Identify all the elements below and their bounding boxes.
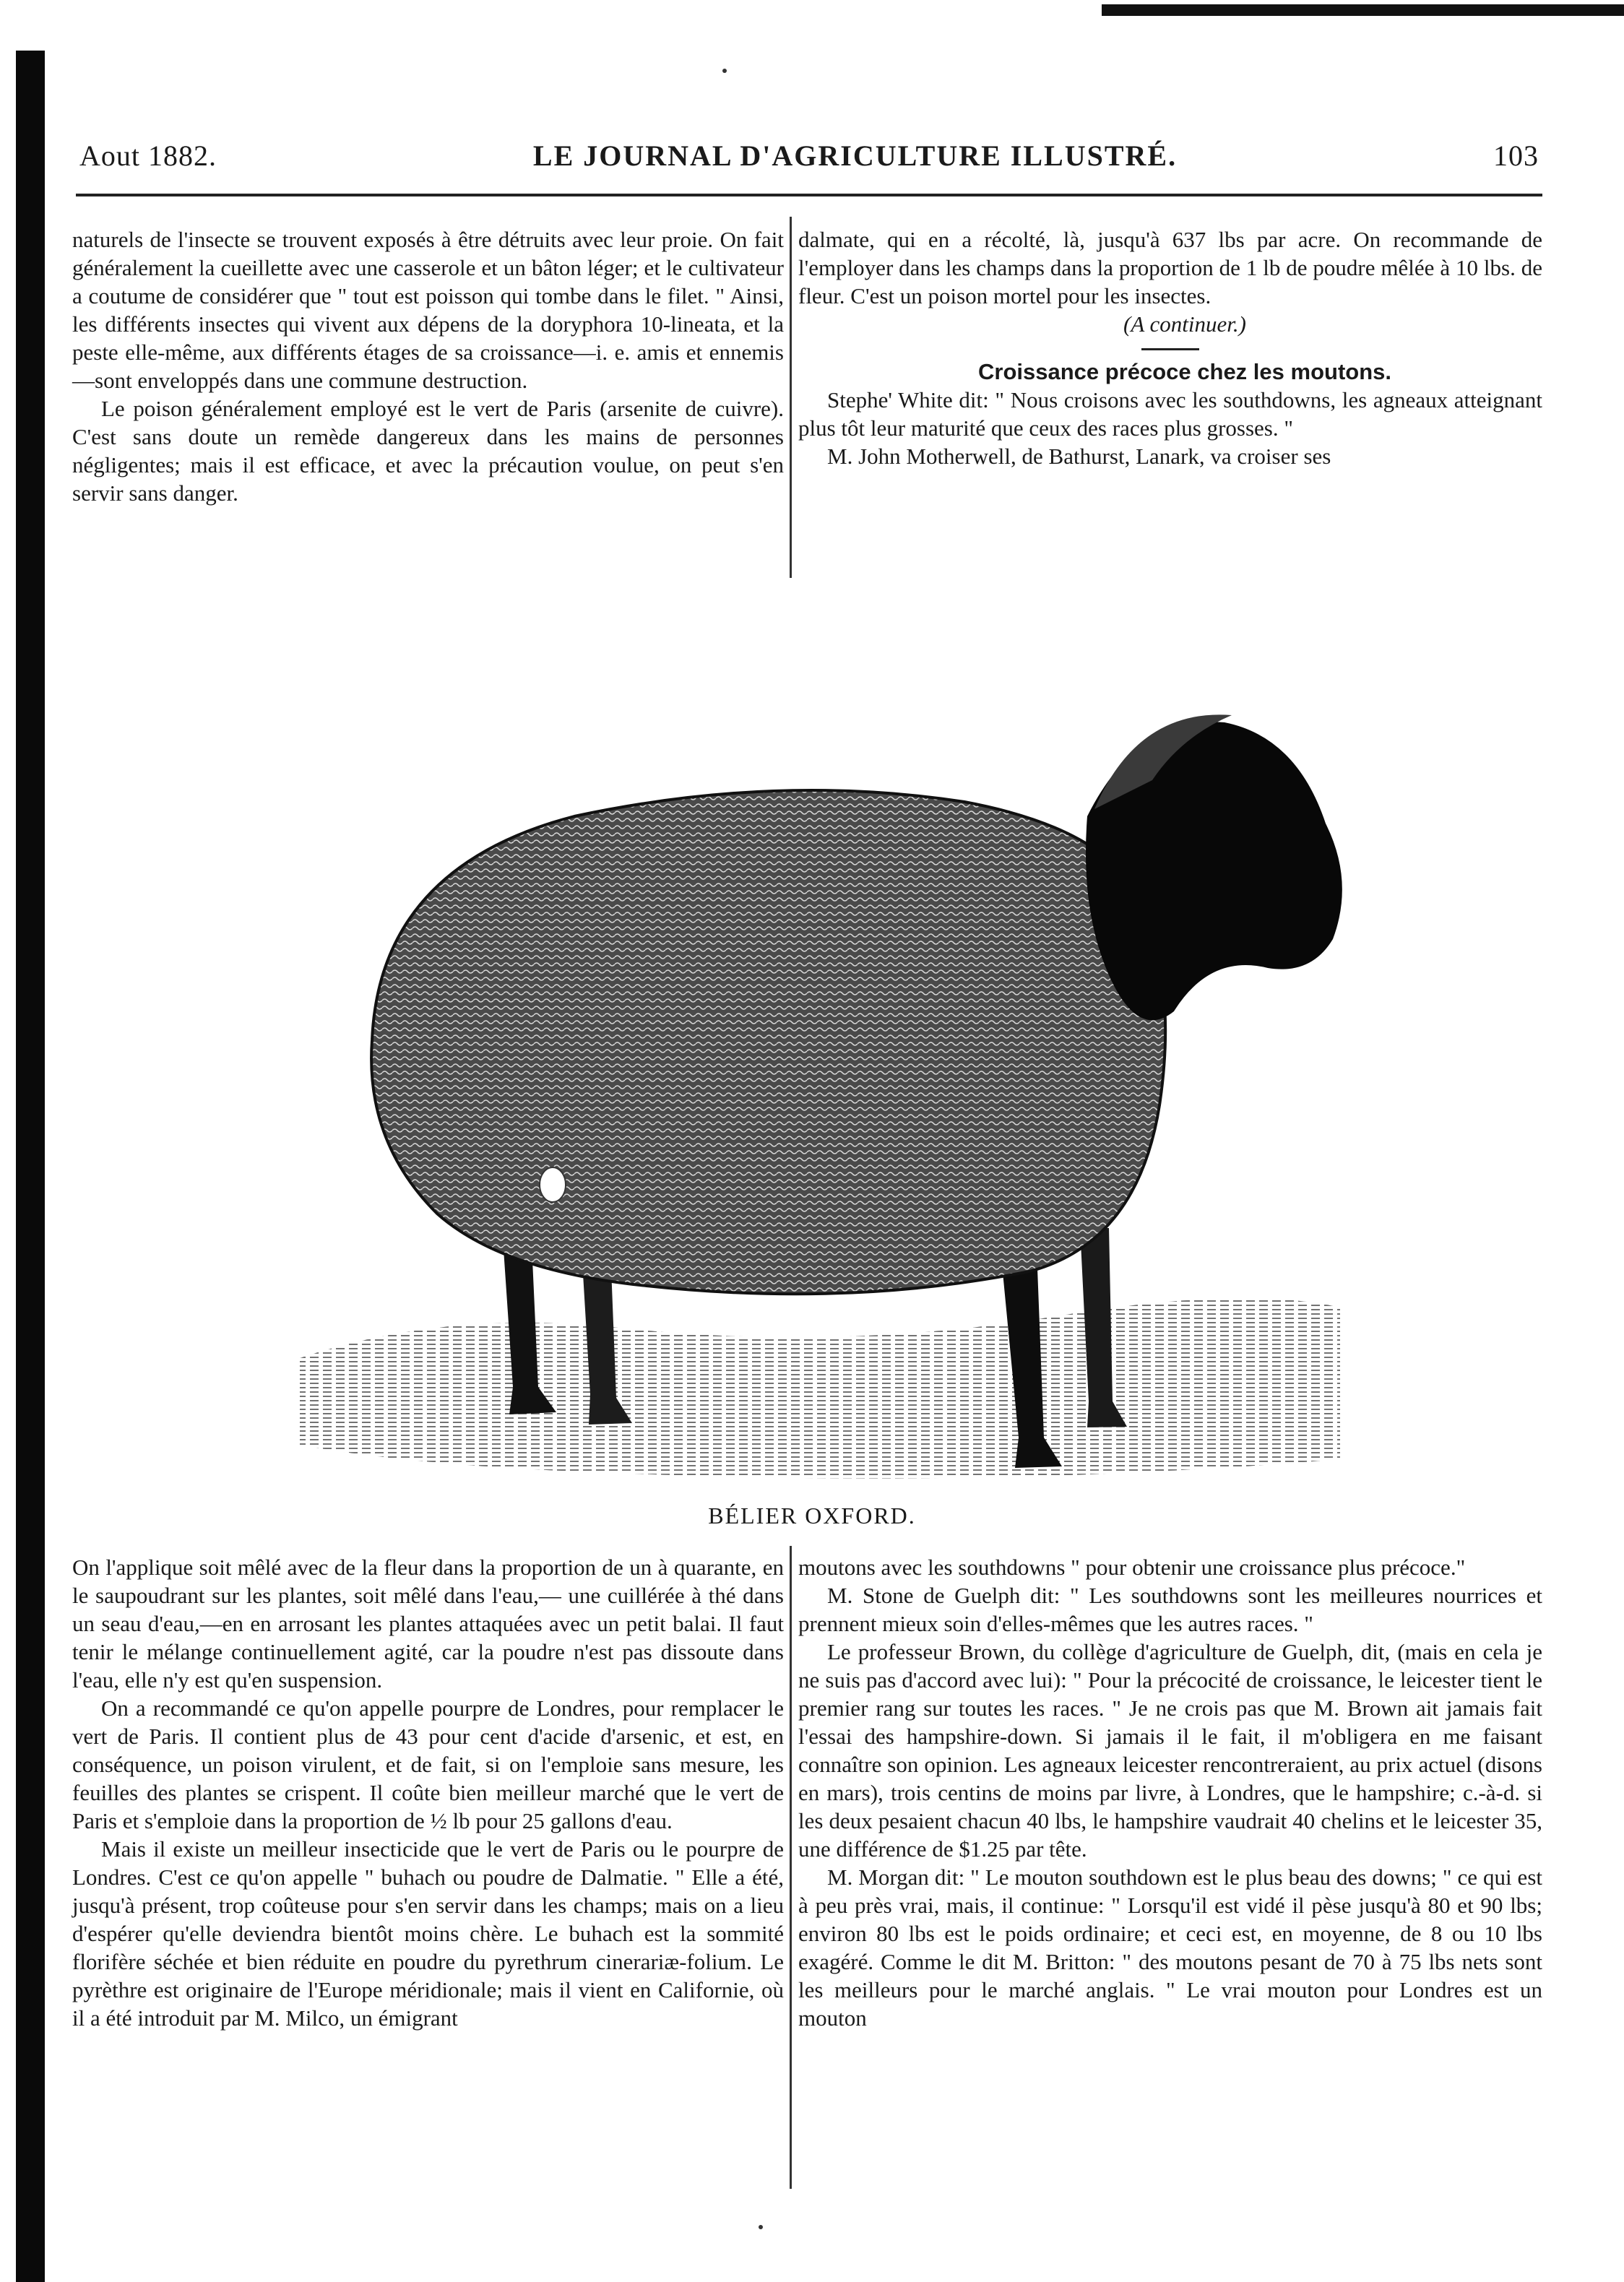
paragraph: M. Morgan dit: " Le mouton southdown est le plus beau des downs; " ce qui est à peu près vrai, mais, il continue: " Lorsqu'il est vidé il pèse jusqu'à 80 et 90 lbs; environ 80 lbs est le poids ordinaire; et ceci est, en moyenne, de 8 ou 10 lbs exagéré. Comme le dit M. Britton: " des moutons pesant de 70 à 75 lbs nets sont les meilleurs pour le marché anglais. " Le vrai mouton pour Londres est un mouton bbox=[798, 1864, 1542, 2031]
paragraph: On l'applique soit mêlé avec de la fleur dans la proportion de un à quarante, en le saupoudrant sur les plantes, soit mêlé dans l'eau,— une cuillérée à thé dans un seau d'eau,—en en arrosant les plantes attaquées avec un petit balai. Il faut tenir le mélange continuellement agité, car la poudre n'est pas dissoute dans l'eau, elle n'y est qu'en suspension. bbox=[72, 1555, 784, 1693]
section-separator bbox=[1141, 348, 1199, 350]
paragraph: Mais il existe un meilleur insecticide que le vert de Paris ou le pourpre de Londres. C'est ce qu'on appelle " buhach ou poudre de Dalmatie. " Elle a été, jusqu'à présent, trop coûteuse pour s'en servir dans les champs; mais on a lieu d'espérer qu'elle deviendra bientôt moins chère. Le buhach est la sommité florifère séchée et bien réduite en poudre du pyrethrum cinerariæ-folium. Le pyrèthre est originaire de l'Europe méridionale; mais il vient en Californie, où il a été introduit par M. Milco, un émigrant bbox=[72, 1836, 784, 2031]
paragraph: M. John Motherwell, de Bathurst, Lanark, va croiser ses bbox=[827, 444, 1331, 469]
column-divider-top bbox=[790, 217, 792, 578]
paragraph: naturels de l'insecte se trouvent exposés à être détruits avec leur proie. On fait généralement la cueillette avec une casserole et un bâton léger; et le cultivateur a coutume de considérer que " tout est poisson qui tombe dans le filet. " Ainsi, les différents insectes qui vivent aux dépens de la doryphora 10-lineata, et la peste elle-même, aux différents étages de sa croissance—i. e. amis et ennemis—sont enveloppés dans une commune destruction. bbox=[72, 227, 784, 393]
column-top-right bbox=[798, 225, 1542, 470]
paragraph: moutons avec les southdowns " pour obtenir une croissance plus précoce." bbox=[798, 1555, 1466, 1580]
journal-title: LE JOURNAL D'AGRICULTURE ILLUSTRÉ. bbox=[532, 139, 1178, 172]
ram-body bbox=[371, 790, 1165, 1294]
issue-date: Aout 1882. bbox=[79, 139, 217, 172]
column-top-left bbox=[72, 225, 784, 507]
column-divider-bottom bbox=[790, 1546, 792, 2189]
oxford-ram-engraving bbox=[271, 636, 1355, 1503]
to-be-continued: (A continuer.) bbox=[1123, 311, 1246, 337]
paragraph: Le poison généralement employé est le vert de Paris (arsenite de cuivre). C'est sans doute un remède dangereux dans les mains de personnes négligentes; mais il est efficace, et avec la précaution voulue, on peut s'en servir sans danger. bbox=[72, 396, 784, 506]
ram-tail bbox=[540, 1167, 566, 1202]
scan-speck bbox=[759, 2225, 763, 2229]
section-heading: Croissance précoce chez les moutons. bbox=[978, 359, 1391, 384]
paragraph: Le professeur Brown, du collège d'agriculture de Guelph, dit, (mais en cela je ne suis pas d'accord avec lui): " Pour la précocité de croissance, le leicester tient le premier rang sur toutes les races. " Je ne crois pas que M. Brown ait jamais fait l'essai des hampshire-down. Si jamais il le fait, il m'obligera en me faisant connaître son opinion. Les agneaux leicester rencontreraient, au prix actuel (disons en mars), trois centins de moins par livre, à Londres, que le hampshire; c.-à-d. si les deux pesaient chacun 40 lbs, le hampshire vaudrait 40 chelins et le leicester 35, une différence de $1.25 par tête. bbox=[798, 1639, 1542, 1862]
scan-speck bbox=[722, 69, 727, 73]
paragraph: On a recommandé ce qu'on appelle pourpre de Londres, pour remplacer le vert de Paris. Il contient plus de 43 pour cent d'acide d'arsenic, et est, en conséquence, un poison virulent, et de fait, si on l'emploie sans mesure, les feuilles des plantes se crispent. Il coûte bien meilleur marché que le vert de Paris et s'emploie dans la proportion de ½ lb pour 25 gallons d'eau. bbox=[72, 1695, 784, 1833]
paragraph: Stephe' White dit: " Nous croisons avec les southdowns, les agneaux atteignant plus tôt leur maturité que ceux des races plus grosses. " bbox=[798, 387, 1542, 441]
column-bottom-right bbox=[798, 1553, 1542, 2032]
ground-shading bbox=[300, 1298, 1340, 1479]
column-bottom-left bbox=[72, 1553, 784, 2032]
header-rule bbox=[76, 194, 1542, 196]
illustration-caption: BÉLIER OXFORD. bbox=[708, 1503, 916, 1529]
paragraph: M. Stone de Guelph dit: " Les southdowns sont les meilleures nourrices et prennent mieux soin d'elles-mêmes que les autres races. " bbox=[798, 1583, 1542, 1636]
running-header bbox=[79, 130, 1539, 181]
paragraph: dalmate, qui en a récolté, là, jusqu'à 637 lbs par acre. On recommande de l'employer dans les champs dans la proportion de 1 lb de poudre mêlée à 10 lbs. de fleur. C'est un poison mortel pour les insectes. bbox=[798, 227, 1542, 308]
page-number: 103 bbox=[1493, 139, 1539, 172]
